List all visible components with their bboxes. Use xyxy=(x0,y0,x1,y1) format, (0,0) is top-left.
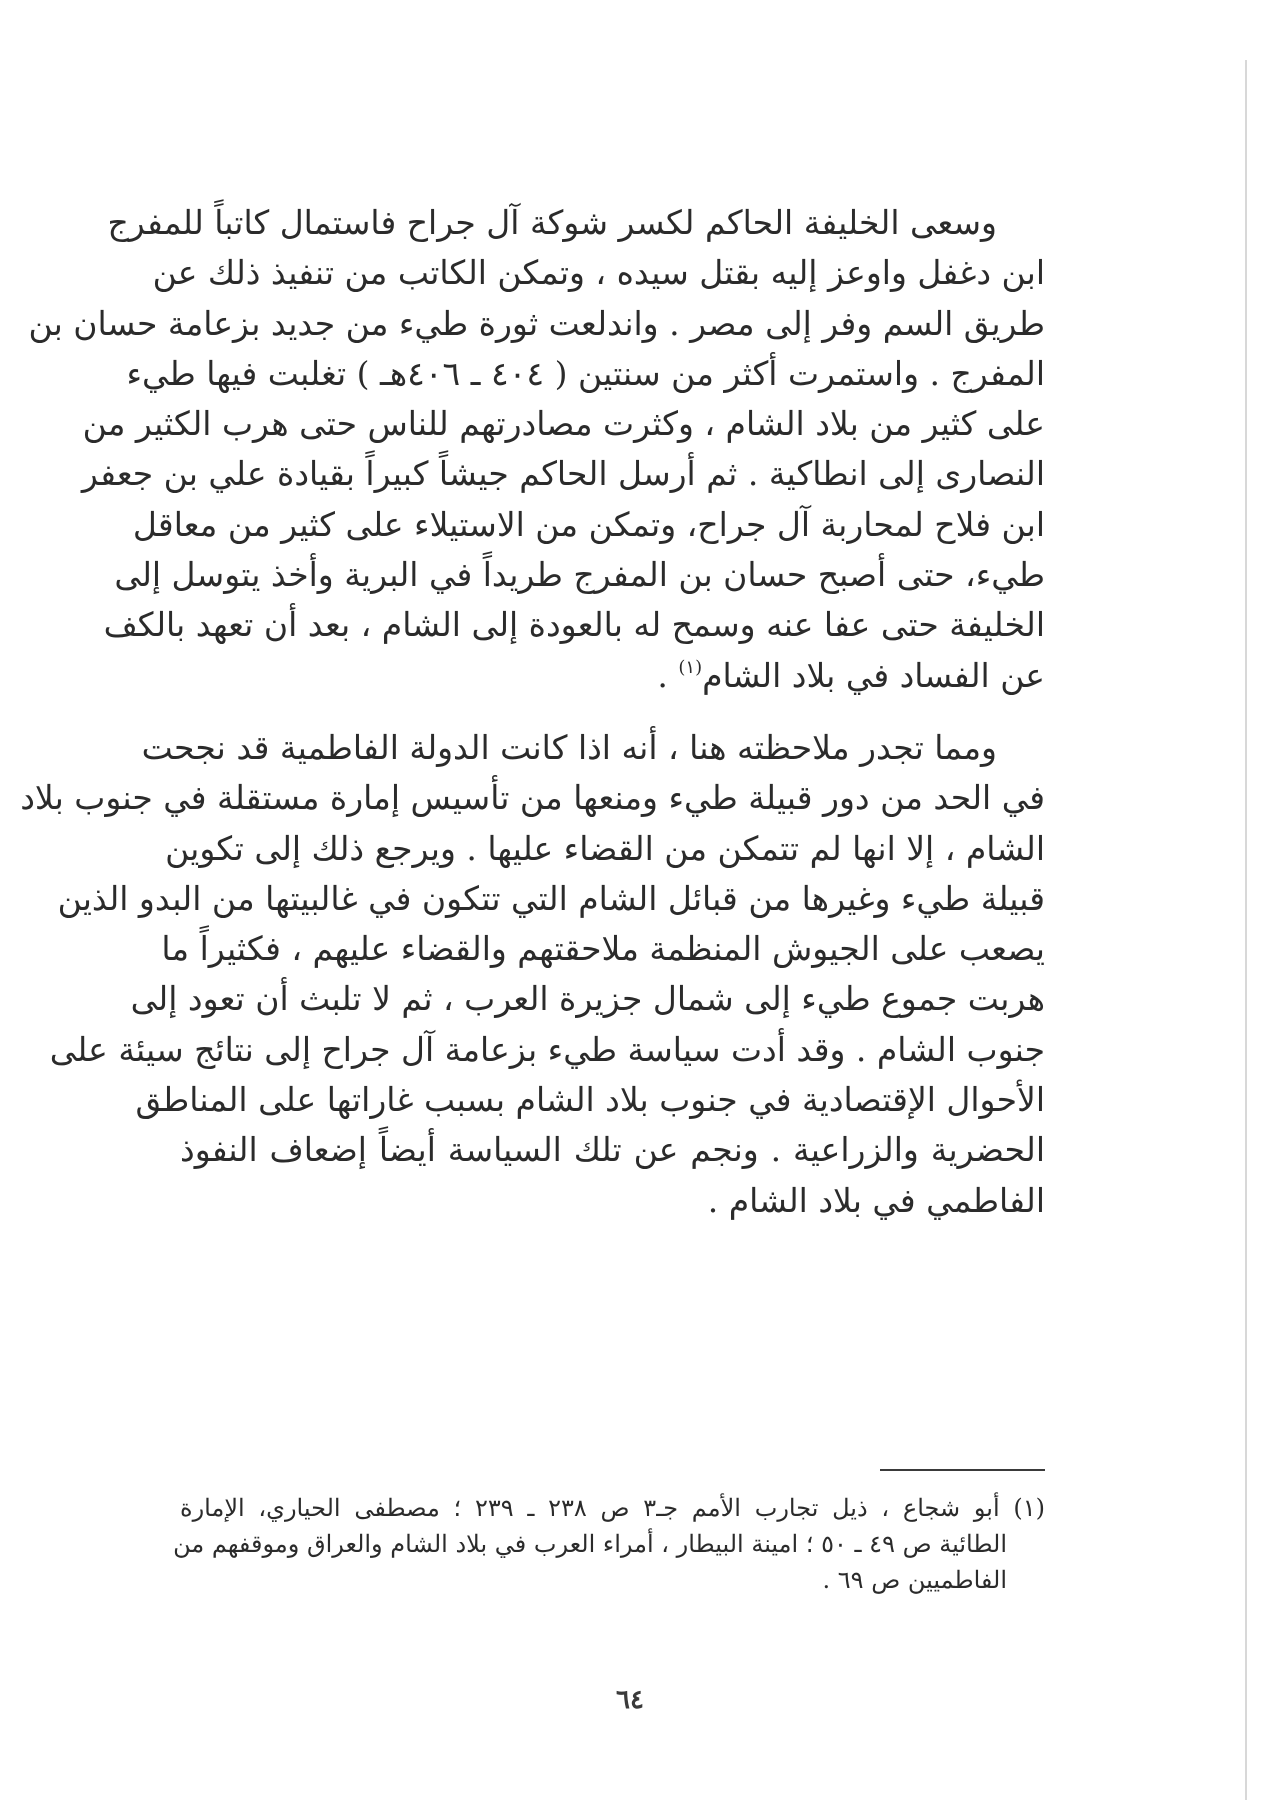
text-line: الحضرية والزراعية . ونجم عن تلك السياسة أيضاً إضعاف النفوذ xyxy=(180,1130,1045,1170)
text-line: على كثير من بلاد الشام ، وكثرت مصادرتهم للناس حتى هرب الكثير من xyxy=(82,404,1045,444)
text-line: ابن فلاح لمحاربة آل جراح، وتمكن من الاستيلاء على كثير من معاقل xyxy=(132,504,1045,544)
footnote-line: الفاطميين ص ٦٩ . xyxy=(822,1566,1007,1594)
text-line: النصارى إلى انطاكية . ثم أرسل الحاكم جيشاً كبيراً بقيادة علي بن جعفر xyxy=(81,454,1045,494)
text-line: الأحوال الإقتصادية في جنوب بلاد الشام بسبب غاراتها على المناطق xyxy=(135,1080,1045,1120)
text-line: يصعب على الجيوش المنظمة ملاحقتهم والقضاء عليهم ، فكثيراً ما xyxy=(161,929,1045,969)
footnote-line: (١) أبو شجاع ، ذيل تجارب الأمم جـ٣ ص ٢٣٨ ـ ٢٣٩ ؛ مصطفى الحياري، الإمارة xyxy=(180,1494,1045,1522)
text-line: ابن دغفل واوعز إليه بقتل سيده ، وتمكن الكاتب من تنفيذ ذلك عن xyxy=(152,253,1045,293)
text-line: الشام ، إلا انها لم تتمكن من القضاء عليها . ويرجع ذلك إلى تكوين xyxy=(165,828,1045,868)
footnote-reference[interactable]: (١) xyxy=(678,656,703,678)
sentence-end: . xyxy=(657,655,679,695)
text-line: الخليفة حتى عفا عنه وسمح له بالعودة إلى الشام ، بعد أن تعهد بالكف xyxy=(103,605,1045,645)
paragraph-1 xyxy=(28,198,1045,701)
text-line xyxy=(180,651,1045,701)
text-line: قبيلة طيء وغيرها من قبائل الشام التي تتكون في غالبيتها من البدو الذين xyxy=(57,878,1045,918)
page-edge xyxy=(1245,60,1247,1800)
text-line: ومما تجدر ملاحظته هنا ، أنه اذا كانت الدولة الفاطمية قد نجحت xyxy=(141,727,997,767)
page-number: ٦٤ xyxy=(616,1685,644,1715)
text-line-content: عن الفساد في بلاد الشام xyxy=(702,655,1045,695)
footnote-separator xyxy=(880,1469,1045,1471)
text-line: جنوب الشام . وقد أدت سياسة طيء بزعامة آل جراح إلى نتائج سيئة على xyxy=(49,1029,1045,1069)
text-line: وسعى الخليفة الحاكم لكسر شوكة آل جراح فاستمال كاتباً للمفرج xyxy=(107,203,997,242)
footnote-line: الطائية ص ٤٩ ـ ٥٠ ؛ امينة البيطار ، أمراء العرب في بلاد الشام والعراق وموقفهم من xyxy=(173,1530,1007,1558)
text-line: في الحد من دور قبيلة طيء ومنعها من تأسيس إمارة مستقلة في جنوب بلاد xyxy=(20,778,1045,818)
body-text xyxy=(20,198,1045,1226)
text-line: الفاطمي في بلاد الشام . xyxy=(707,1180,1045,1220)
paragraph-2 xyxy=(20,723,1045,1226)
text-line: المفرج . واستمرت أكثر من سنتين ( ٤٠٤ ـ ٤٠٦هـ ) تغلبت فيها طيء xyxy=(126,353,1045,393)
footnotes xyxy=(173,1490,1045,1598)
text-line: هربت جموع طيء إلى شمال جزيرة العرب ، ثم لا تلبث أن تعود إلى xyxy=(130,979,1045,1019)
text-line: طريق السم وفر إلى مصر . واندلعت ثورة طيء من جديد بزعامة حسان بن xyxy=(28,303,1045,343)
text-line: طيء، حتى أصبح حسان بن المفرج طريداً في البرية وأخذ يتوسل إلى xyxy=(114,555,1045,595)
